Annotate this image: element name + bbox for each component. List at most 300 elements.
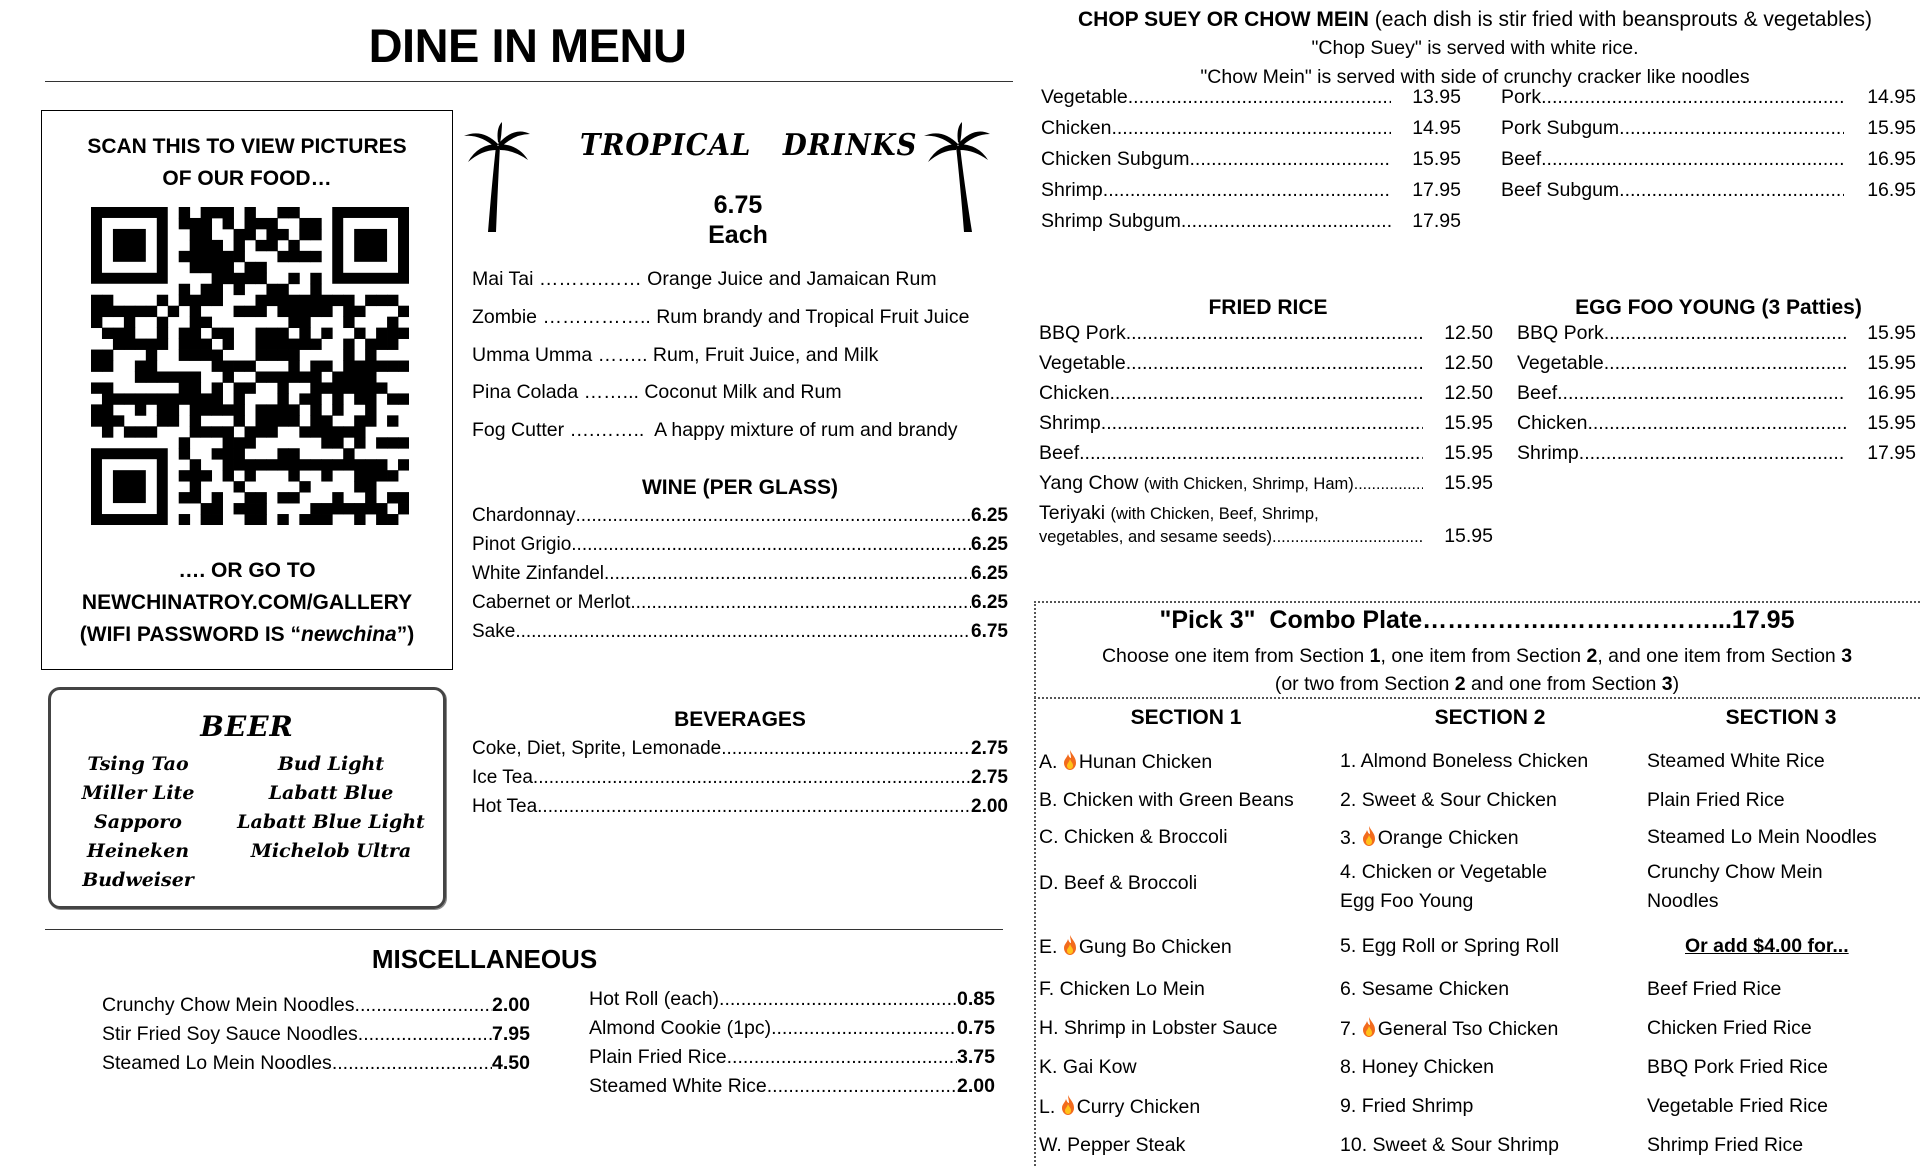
qr-module [245,306,256,317]
qr-module [255,240,266,251]
drinks-price-value: 6.75 [713,191,763,219]
qr-module [234,404,245,415]
misc-price: 2.00 [957,1075,995,1097]
item-prefix: 5. [1340,935,1362,957]
qr-module [234,437,245,448]
item-prefix: E. [1039,936,1063,958]
qr-module [354,382,365,393]
qr-module [245,207,256,218]
qr-module [234,284,245,295]
qr-module [113,306,124,317]
drinks-price-unit: Each [708,221,768,249]
qr-module [277,514,288,525]
item-price: 15.95 [1444,525,1493,547]
qr-module [201,317,212,328]
chop-suey-item [1501,86,1916,117]
desc-num: 1 [1369,645,1381,667]
item-price: 12.50 [1444,352,1493,374]
qr-module [299,371,310,382]
qr-module [223,328,234,339]
egg-foo-young-list [1517,322,1916,472]
gallery-link[interactable]: NEWCHINATROY.COM/GALLERY [81,591,413,614]
wine-name: Sake [472,621,516,642]
qr-module [179,284,190,295]
qr-module [321,426,332,437]
item-price: 15.95 [1444,412,1493,434]
qr-module [277,371,288,382]
qr-module [124,339,135,350]
spicy-icon [1063,935,1077,955]
qr-module [234,251,245,262]
qr-module [299,229,310,240]
qr-module [190,306,201,317]
item-prefix: D. [1039,872,1064,894]
item-price: 17.95 [1412,210,1461,232]
qr-module [190,459,201,470]
wine-price: 6.25 [971,563,1008,584]
desc-num: 2 [1586,645,1598,667]
qr-module [245,503,256,514]
qr-module [266,426,277,437]
qr-module [146,361,157,372]
qr-module [255,426,266,437]
section1-item [1039,826,1228,849]
qr-module [201,229,212,240]
item-prefix: H. [1039,1017,1064,1039]
qr-module [343,339,354,350]
qr-module [135,404,146,415]
qr-module [332,459,343,470]
item-name: Chicken [1041,117,1112,139]
qr-module [299,306,310,317]
qr-module [201,350,212,361]
qr-module [234,459,245,470]
qr-module [179,295,190,306]
qr-module [212,251,223,262]
drink-item [472,419,958,442]
wine-item [472,563,1008,592]
qr-module [179,470,190,481]
beer-item: Tsing Tao [87,753,189,775]
qr-module [146,339,157,350]
qr-module [102,295,113,306]
qr-module [113,415,124,426]
misc-item [589,1075,995,1104]
wifi-password-line [42,619,452,651]
wine-item [472,621,1008,650]
section1-item [1039,789,1294,812]
section3-item [1647,935,1849,958]
item-price: 12.50 [1444,322,1493,344]
qr-module [212,503,223,514]
chop-suey-item [1041,148,1461,179]
egg-foo-young-item [1517,412,1916,442]
spicy-icon [1362,1017,1376,1037]
qr-module [135,426,146,437]
item-name: Shrimp Subgum [1041,210,1181,232]
qr-module [354,426,365,437]
qr-module [234,229,245,240]
qr-module [332,437,343,448]
item-price: 15.95 [1444,442,1493,464]
qr-module [168,393,179,404]
beverage-price: 2.75 [971,767,1008,788]
item-name: Beef Subgum [1501,179,1620,201]
qr-module [310,339,321,350]
qr-module [212,207,223,218]
item-name: Yang Chow [1039,472,1139,494]
qr-or-go-to: …. OR GO TO [178,559,316,582]
qr-module [266,459,277,470]
qr-module [190,229,201,240]
qr-module [113,339,124,350]
egg-foo-young-heading: EGG FOO YOUNG (3 Patties) [1575,296,1862,319]
qr-module [310,514,321,525]
section3-item [1647,789,1785,812]
qr-code-icon[interactable] [91,207,409,525]
qr-module [102,426,113,437]
wine-item [472,534,1008,563]
item-name-line2: Egg Foo Young [1340,890,1474,912]
qr-module [234,382,245,393]
qr-module [310,284,321,295]
qr-module [223,262,234,273]
qr-module [212,492,223,503]
section2-item [1340,1056,1494,1079]
qr-module [102,415,113,426]
qr-module [288,339,299,350]
qr-module [190,339,201,350]
qr-module [266,339,277,350]
item-price: 12.50 [1444,382,1493,404]
qr-module [157,404,168,415]
qr-module [190,350,201,361]
desc-text: ) [1672,673,1680,695]
qr-module [234,273,245,284]
beverage-price: 2.75 [971,738,1008,759]
misc-list-left [102,994,530,1081]
qr-module [354,361,365,372]
qr-module [387,339,398,350]
qr-module [376,295,387,306]
qr-module [245,218,256,229]
qr-module [277,382,288,393]
qr-module [387,470,398,481]
qr-module [310,218,321,229]
misc-price: 2.00 [492,994,530,1016]
qr-module [354,229,387,262]
qr-module [157,415,168,426]
qr-module [255,328,266,339]
misc-item [102,1023,530,1052]
qr-module [179,350,190,361]
spicy-icon [1362,826,1376,846]
qr-module [387,295,398,306]
item-name: Vegetable Fried Rice [1647,1095,1829,1117]
qr-module [168,371,179,382]
qr-module [321,514,332,525]
desc-text: , one item from Section [1380,645,1587,667]
item-prefix: 1. [1340,750,1361,772]
fried-rice-item [1039,472,1493,502]
misc-item [102,994,530,1023]
qr-module [234,361,245,372]
qr-module [157,393,168,404]
qr-module [299,339,310,350]
qr-module [288,404,299,415]
section2-item [1340,1017,1558,1041]
item-prefix: 8. [1340,1056,1362,1078]
beer-item: Miller Lite [81,782,195,804]
qr-module [266,415,277,426]
qr-module [288,317,299,328]
wine-price: 6.25 [971,505,1008,526]
qr-module [212,328,223,339]
qr-module [234,306,245,317]
section3-item [1647,1017,1812,1040]
item-prefix: 7. [1340,1018,1362,1040]
qr-module [354,514,365,525]
qr-module [201,262,212,273]
section3-item [1647,858,1823,916]
desc-num: 3 [1841,645,1853,667]
qr-module [201,339,212,350]
qr-module [223,459,234,470]
qr-module [321,295,332,306]
item-name: Steamed White Rice [1647,750,1825,772]
qr-module [223,251,234,262]
qr-module [245,470,256,481]
qr-module [277,404,288,415]
qr-module [266,328,277,339]
qr-module [255,306,266,317]
qr-module [343,317,354,328]
qr-module [91,382,102,393]
item-prefix: K. [1039,1056,1063,1078]
item-name: Chicken & Broccoli [1063,826,1228,848]
qr-module [255,295,266,306]
qr-module [179,371,190,382]
qr-module [321,382,332,393]
item-name: Shrimp [1041,179,1103,201]
qr-module [365,503,376,514]
palm-tree-icon [462,122,532,234]
drink-name: Fog Cutter ….…….. [472,419,645,441]
qr-module [201,207,212,218]
qr-module [288,415,299,426]
egg-foo-young-item [1517,322,1916,352]
fried-rice-item [1039,322,1493,352]
chop-suey-item [1501,179,1916,210]
qr-module [255,514,266,525]
item-name-line2: Noodles [1647,890,1719,912]
qr-module [124,306,135,317]
item-name: General Tso Chicken [1377,1018,1559,1040]
qr-module [299,459,310,470]
qr-module [321,328,332,339]
item-name: Sweet & Sour Chicken [1361,789,1557,811]
qr-module [332,426,343,437]
qr-module [398,361,409,372]
item-prefix: L. [1039,1096,1061,1118]
item-name: BBQ Pork [1517,322,1604,344]
qr-module [168,415,179,426]
item-name: Fried Shrimp [1361,1095,1474,1117]
qr-module [266,218,277,229]
qr-module [365,295,376,306]
misc-name: Plain Fried Rice [589,1046,727,1068]
qr-module [387,393,398,404]
wifi-post: ”) [396,623,415,646]
beverage-name: Ice Tea [472,767,533,788]
qr-module [321,503,332,514]
qr-module [354,470,365,481]
chop-suey-item [1041,179,1461,210]
qr-module [212,404,223,415]
qr-module [234,415,245,426]
section1-item [1039,872,1197,895]
qr-module [288,350,299,361]
qr-module [277,207,288,218]
qr-module [310,306,321,317]
qr-module [223,207,234,218]
misc-heading-text: MISCELLANEOUS [371,944,598,974]
spicy-icon [1061,1095,1075,1115]
qr-module [376,339,387,350]
section1-item [1039,935,1232,959]
chop-suey-item [1041,210,1461,241]
qr-module [234,481,245,492]
misc-price: 0.75 [957,1017,995,1039]
beer-item: Sapporo [94,811,182,833]
item-price: 15.95 [1867,412,1916,434]
qr-module [223,371,234,382]
qr-module [277,306,288,317]
qr-module [201,426,212,437]
qr-module [387,415,398,426]
qr-module [343,459,354,470]
qr-module [223,273,234,284]
qr-module [157,339,168,350]
item-prefix: 6. [1340,978,1362,1000]
qr-module [343,371,354,382]
wine-price: 6.75 [971,621,1008,642]
qr-module [201,240,212,251]
qr-module [190,382,201,393]
qr-module [332,404,343,415]
qr-module [310,393,321,404]
item-name: Beef [1501,148,1542,170]
qr-module [91,415,102,426]
qr-module [310,404,321,415]
item-price: 14.95 [1412,117,1461,139]
item-name: Shrimp [1039,412,1101,434]
item-name: Almond Boneless Chicken [1360,750,1589,772]
qr-module [343,426,354,437]
qr-module [223,339,234,350]
qr-module [288,207,299,218]
item-name: Vegetable [1517,352,1604,374]
qr-module [310,273,321,284]
egg-foo-young-item [1517,442,1916,472]
qr-module [365,393,376,404]
qr-module [124,393,135,404]
qr-module [179,393,190,404]
item-prefix: 2. [1340,789,1362,811]
qr-module [201,251,212,262]
qr-module [277,251,288,262]
qr-module [190,404,201,415]
qr-module [365,350,376,361]
egg-foo-young-item [1517,352,1916,382]
section3-item [1647,1095,1828,1118]
qr-module [102,328,113,339]
beer-item: Budweiser [82,869,194,891]
qr-module [102,382,113,393]
item-price: 15.95 [1867,352,1916,374]
qr-module [310,503,321,514]
item-name: Egg Roll or Spring Roll [1361,935,1559,957]
qr-module [376,514,387,525]
qr-module [179,448,190,459]
beverage-name: Hot Tea [472,796,538,817]
qr-module [234,393,245,404]
qr-module [212,295,223,306]
beer-list-right [233,750,429,866]
qr-module [387,492,398,503]
qr-module [365,361,376,372]
qr-module [343,295,354,306]
qr-module [354,371,365,382]
qr-module [234,240,245,251]
qr-module [91,295,102,306]
qr-module [288,459,299,470]
qr-module [387,437,398,448]
qr-module [266,371,277,382]
section2-heading: SECTION 2 [1434,706,1546,729]
qr-module [179,437,190,448]
section3-item [1647,826,1877,849]
qr-module [398,328,409,339]
qr-module [190,295,201,306]
item-name: Pork Subgum [1501,117,1620,139]
drink-name: Umma Umma …….. [472,344,648,366]
qr-module [299,514,310,525]
qr-module [157,317,168,328]
item-price: 16.95 [1867,179,1916,201]
qr-module [365,382,376,393]
qr-module [255,218,266,229]
drink-desc: A happy mixture of rum and brandy [654,419,958,441]
qr-module [277,284,288,295]
qr-module [299,317,310,328]
qr-module [223,448,234,459]
qr-module [135,361,146,372]
qr-module [398,437,409,448]
qr-module [288,251,299,262]
qr-module [179,218,190,229]
item-price: 16.95 [1867,382,1916,404]
qr-module [321,437,332,448]
wifi-pre: (WIFI PASSWORD IS “ [79,623,302,646]
qr-module [288,470,299,481]
qr-module [223,437,234,448]
qr-module [212,382,223,393]
qr-module [201,284,212,295]
desc-text: (or two from Section [1274,673,1455,695]
item-prefix: C. [1039,826,1064,848]
qr-module [157,371,168,382]
